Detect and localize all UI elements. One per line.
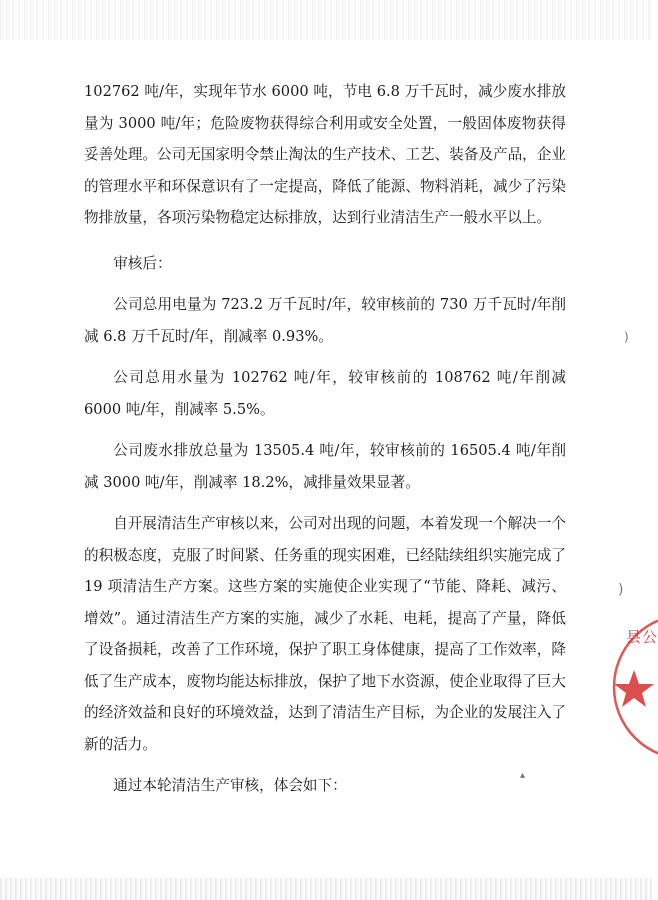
document-body	[84, 76, 566, 802]
paragraph-wastewater: 公司废水排放总量为 13505.4 吨/年，较审核前的 16505.4 吨/年削减 3000 吨/年，削减率 18.2%，减排量效果显著。	[84, 442, 566, 491]
paragraph-after-audit-heading: 审核后：	[113, 254, 172, 272]
scan-mark: )	[618, 582, 624, 598]
scan-mark: )	[624, 330, 629, 344]
company-seal	[604, 612, 658, 762]
seal-star-icon	[614, 670, 654, 707]
scan-edge-bottom	[0, 878, 652, 900]
scan-edge-top	[0, 0, 652, 40]
paragraph-conclusion-intro: 通过本轮清洁生产审核，体会如下：	[113, 777, 347, 794]
paragraph-summary: 自开展清洁生产审核以来，公司对出现的问题，本着发现一个解决一个的积极态度，克服了时间紧、任务重的现实困难，已经陆续组织实施完成了 19 项清洁生产方案。这些方案的实施使企业实现了“节能、降耗、减污、增效”。通过清洁生产方案的实施，减少了水耗、电耗，提高了产量，降低了设备损耗，改善了工作环境，保护了职工身体健康，提高了工作效率，降低了生产成本，废物均能达标排放，保护了地下水资源，使企业取得了巨大的经济效益和良好的环境效益，达到了清洁生产目标，为企业的发展注入了新的活力。	[84, 515, 566, 753]
seal-text: 县公	[626, 628, 658, 646]
paragraph-continuation: 102762 吨/年，实现年节水 6000 吨，节电 6.8 万千瓦时，减少废水排放量为 3000 吨/年；危险废物获得综合利用或安全处置，一般固体废物获得妥善处理。公司无国家明令禁止淘汰的生产技术、工艺、装备及产品，企业的管理水平和环保意识有了一定提高，降低了能源、物料消耗，减少了污染物排放量，各项污染物稳定达标排放，达到行业清洁生产一般水平以上。	[84, 83, 566, 226]
paragraph-electricity: 公司总用电量为 723.2 万千瓦时/年，较审核前的 730 万千瓦时/年削减 6.8 万千瓦时/年，削减率 0.93%。	[84, 296, 566, 345]
paragraph-water: 公司总用水量为 102762 吨/年，较审核前的 108762 吨/年削减 6000 吨/年，削减率 5.5%。	[84, 369, 566, 418]
scan-mark: ▴	[520, 770, 526, 781]
